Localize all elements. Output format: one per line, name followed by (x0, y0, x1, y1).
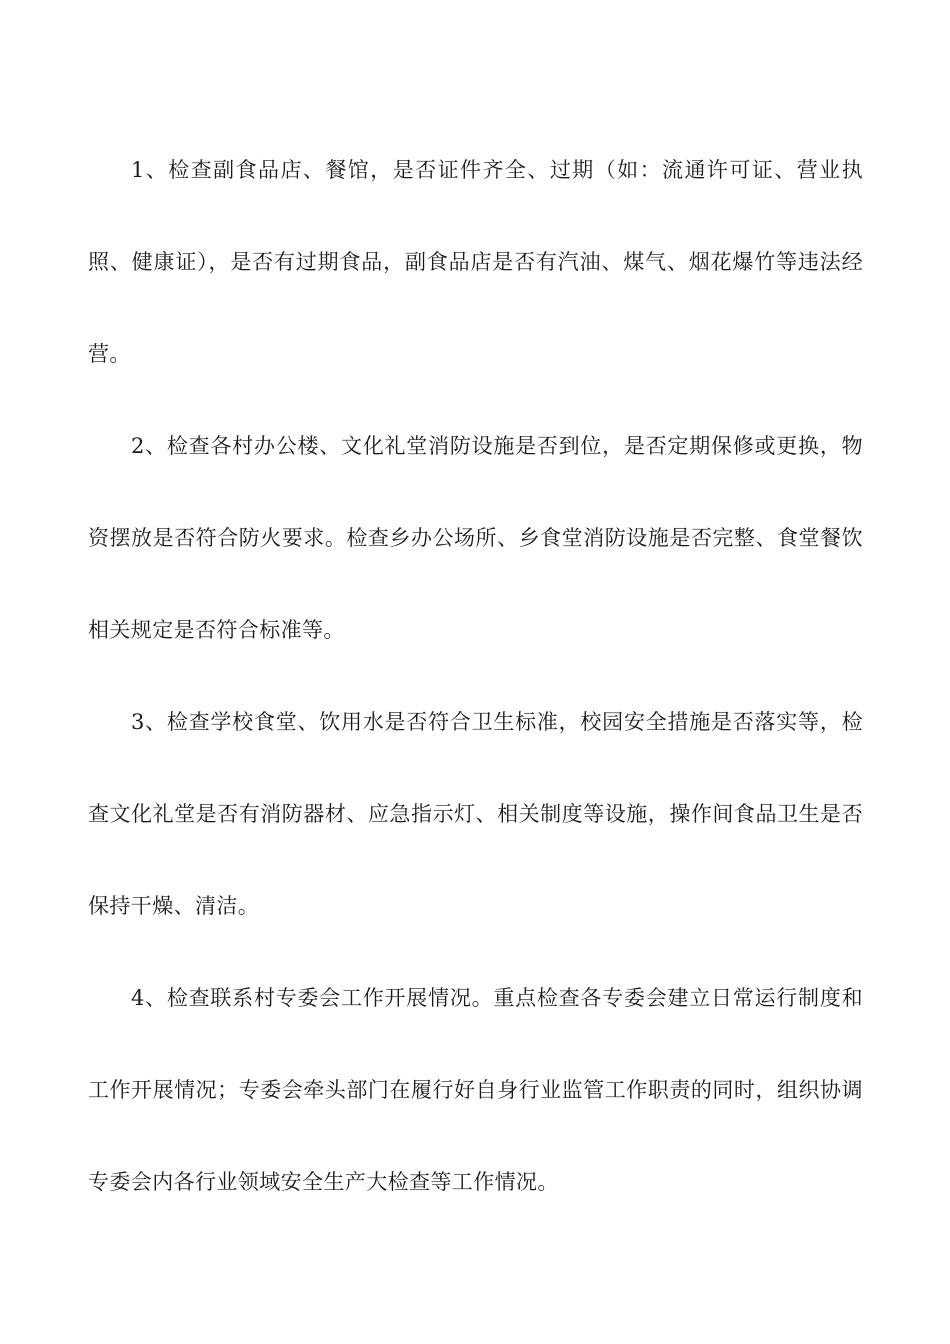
paragraph-2: 2、检查各村办公楼、文化礼堂消防设施是否到位，是否定期保修或更换，物资摆放是否符合防火要求。检查乡办公场所、乡食堂消防设施是否完整、食堂餐饮相关规定是否符合标准等。 (88, 434, 863, 642)
paragraph-4: 4、检查联系村专委会工作开展情况。重点检查各专委会建立日常运行制度和工作开展情况；专委会牵头部门在履行好自身行业监管工作职责的同时，组织协调专委会内各行业领域安全生产大检查等工作情况。 (88, 986, 863, 1194)
document-body (88, 124, 863, 1228)
paragraph-1: 1、检查副食品店、餐馆，是否证件齐全、过期（如：流通许可证、营业执照、健康证），是否有过期食品，副食品店是否有汽油、煤气、烟花爆竹等违法经营。 (88, 158, 863, 366)
paragraph-3: 3、检查学校食堂、饮用水是否符合卫生标准，校园安全措施是否落实等，检查文化礼堂是否有消防器材、应急指示灯、相关制度等设施，操作间食品卫生是否保持干燥、清洁。 (88, 710, 863, 918)
